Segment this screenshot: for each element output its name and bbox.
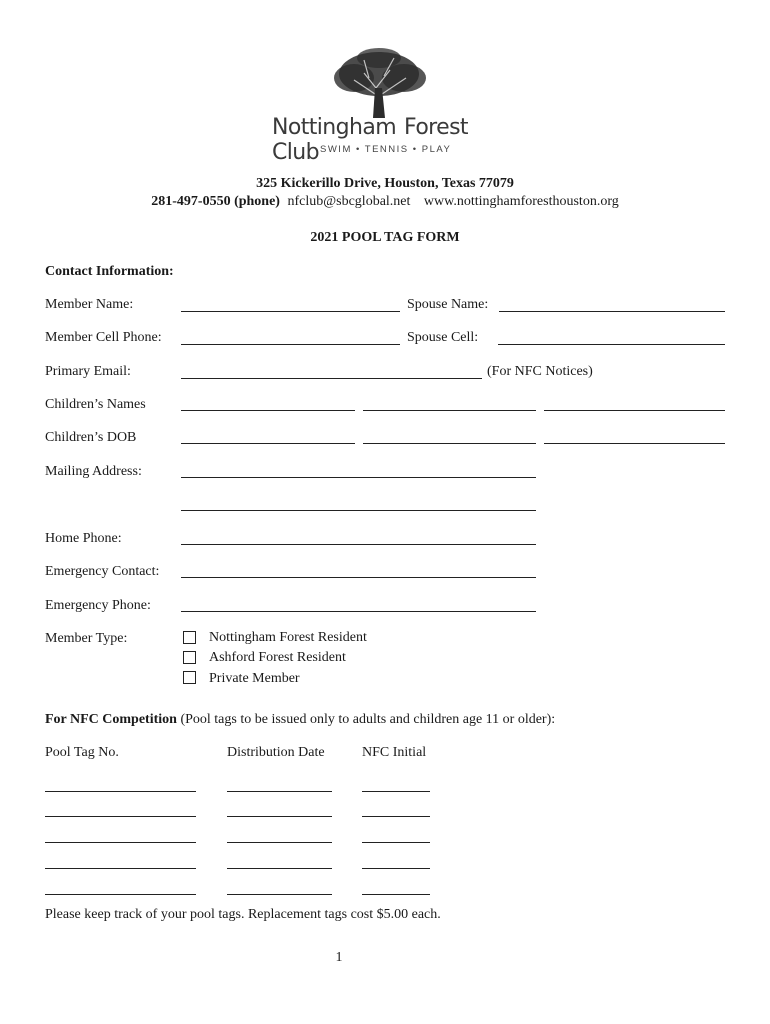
emergency-contact-field[interactable] bbox=[181, 577, 536, 578]
home-phone-field[interactable] bbox=[181, 544, 536, 545]
competition-heading-line bbox=[45, 712, 555, 728]
competition-note: (Pool tags to be issued only to adults and children age 11 or older): bbox=[176, 712, 556, 727]
distribution-date-field-2[interactable] bbox=[227, 816, 332, 817]
nfc-initial-field-3[interactable] bbox=[362, 842, 430, 843]
pool-tag-field-1[interactable] bbox=[45, 791, 196, 792]
option-ashford-resident: Ashford Forest Resident bbox=[209, 650, 346, 665]
replacement-note: Please keep track of your pool tags. Replacement tags cost $5.00 each. bbox=[45, 907, 441, 922]
children-names-label: Children’s Names bbox=[45, 397, 146, 412]
child-name-field-1[interactable] bbox=[181, 410, 355, 411]
child-dob-field-3[interactable] bbox=[544, 443, 725, 444]
checkbox-private-member[interactable] bbox=[183, 671, 196, 684]
spouse-cell-label: Spouse Cell: bbox=[407, 330, 479, 345]
pool-tag-field-4[interactable] bbox=[45, 868, 196, 869]
tree-icon bbox=[324, 48, 434, 118]
member-name-field[interactable] bbox=[181, 311, 400, 312]
club-logo bbox=[262, 48, 508, 165]
member-name-label: Member Name: bbox=[45, 297, 134, 312]
option-private-member: Private Member bbox=[209, 671, 300, 686]
mailing-address-label: Mailing Address: bbox=[45, 464, 142, 479]
form-title: 2021 POOL TAG FORM bbox=[310, 230, 460, 245]
club-website: www.nottinghamforesthouston.org bbox=[423, 194, 619, 209]
child-dob-field-2[interactable] bbox=[363, 443, 536, 444]
emergency-phone-label: Emergency Phone: bbox=[45, 598, 151, 613]
page-number: 1 bbox=[335, 950, 343, 965]
spouse-name-field[interactable] bbox=[499, 311, 725, 312]
distribution-date-field-3[interactable] bbox=[227, 842, 332, 843]
club-address: 325 Kickerillo Drive, Houston, Texas 77079 bbox=[256, 176, 514, 191]
emergency-contact-label: Emergency Contact: bbox=[45, 564, 160, 579]
child-dob-field-1[interactable] bbox=[181, 443, 355, 444]
nfc-initial-field-2[interactable] bbox=[362, 816, 430, 817]
pool-tag-field-5[interactable] bbox=[45, 894, 196, 895]
col-nfc-initial: NFC Initial bbox=[362, 745, 427, 760]
member-cell-label: Member Cell Phone: bbox=[45, 330, 162, 345]
mailing-address-field-2[interactable] bbox=[181, 510, 536, 511]
nfc-initial-field-4[interactable] bbox=[362, 868, 430, 869]
member-type-label: Member Type: bbox=[45, 631, 128, 646]
col-distribution-date: Distribution Date bbox=[227, 745, 325, 760]
child-name-field-3[interactable] bbox=[544, 410, 725, 411]
logo-name-left: Nottingham bbox=[272, 115, 397, 140]
home-phone-label: Home Phone: bbox=[45, 531, 122, 546]
competition-heading: For NFC Competition bbox=[45, 712, 177, 727]
logo-tagline: SWIM • TENNIS • PLAY bbox=[320, 144, 452, 155]
checkbox-ashford-resident[interactable] bbox=[183, 651, 196, 664]
primary-email-label: Primary Email: bbox=[45, 364, 131, 379]
distribution-date-field-4[interactable] bbox=[227, 868, 332, 869]
spouse-name-label: Spouse Name: bbox=[407, 297, 489, 312]
pool-tag-field-3[interactable] bbox=[45, 842, 196, 843]
club-email: nfclub@sbcglobal.net bbox=[287, 194, 411, 209]
child-name-field-2[interactable] bbox=[363, 410, 536, 411]
mailing-address-field-1[interactable] bbox=[181, 477, 536, 478]
contact-line bbox=[0, 194, 770, 210]
member-cell-field[interactable] bbox=[181, 344, 400, 345]
col-pool-tag: Pool Tag No. bbox=[45, 745, 119, 760]
primary-email-field[interactable] bbox=[181, 378, 482, 379]
distribution-date-field-1[interactable] bbox=[227, 791, 332, 792]
option-nottingham-resident: Nottingham Forest Resident bbox=[209, 630, 367, 645]
email-note: (For NFC Notices) bbox=[487, 364, 593, 379]
contact-heading: Contact Information: bbox=[45, 264, 174, 279]
emergency-phone-field[interactable] bbox=[181, 611, 536, 612]
children-dob-label: Children’s DOB bbox=[45, 430, 137, 445]
checkbox-nottingham-resident[interactable] bbox=[183, 631, 196, 644]
spouse-cell-field[interactable] bbox=[498, 344, 725, 345]
distribution-date-field-5[interactable] bbox=[227, 894, 332, 895]
logo-name-right: Forest Club bbox=[272, 115, 468, 165]
pool-tag-field-2[interactable] bbox=[45, 816, 196, 817]
nfc-initial-field-5[interactable] bbox=[362, 894, 430, 895]
nfc-initial-field-1[interactable] bbox=[362, 791, 430, 792]
club-phone: 281-497-0550 (phone) bbox=[151, 194, 280, 209]
